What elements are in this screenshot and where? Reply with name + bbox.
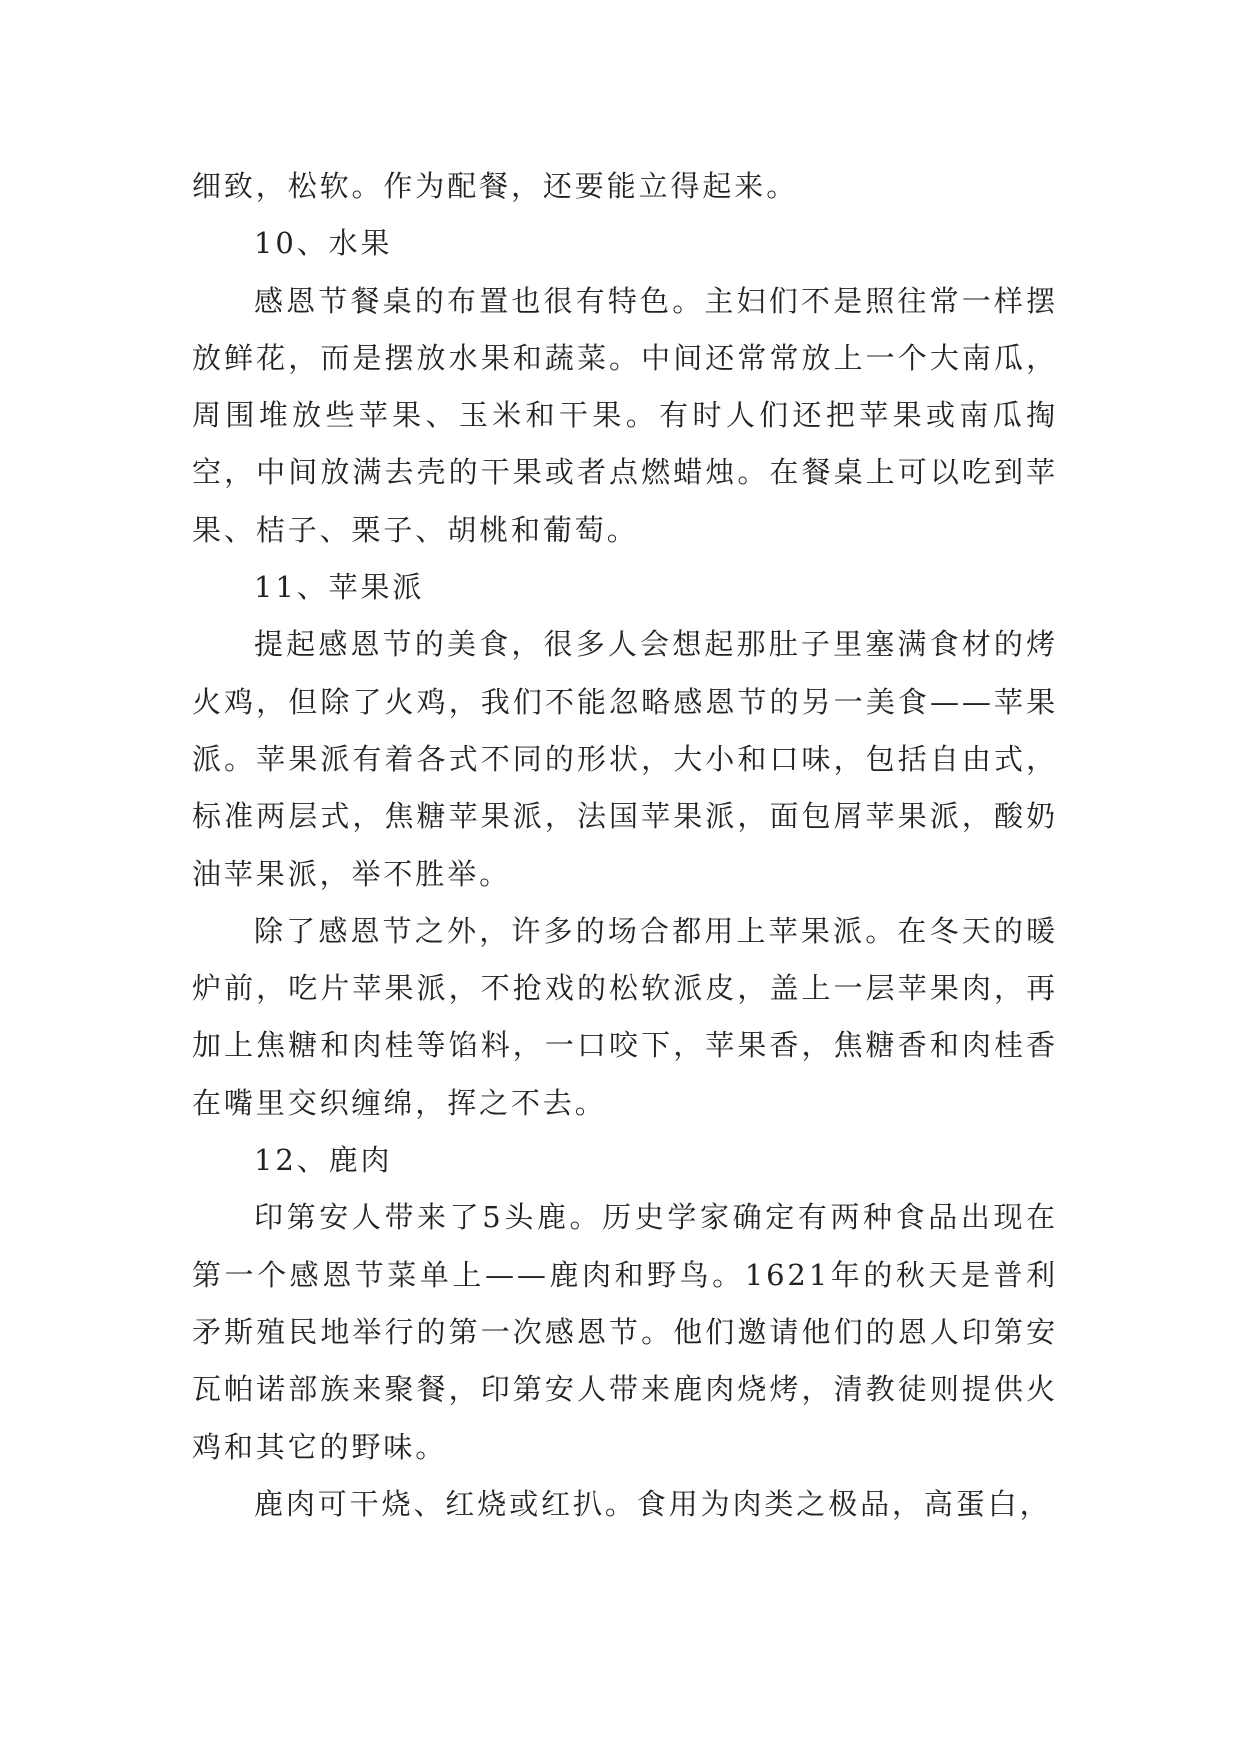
paragraph-venison-1: 印第安人带来了5头鹿。历史学家确定有两种食品出现在第一个感恩节菜单上——鹿肉和野鸟。1621年的秋天是普利矛斯殖民地举行的第一次感恩节。他们邀请他们的恩人印第安瓦帕诺部族来聚餐，印第安人带来鹿肉烧烤，清教徒则提供火鸡和其它的野味。 <box>192 1200 1058 1464</box>
paragraph-fruit: 感恩节餐桌的布置也很有特色。主妇们不是照往常一样摆放鲜花，而是摆放水果和蔬菜。中间还常常放上一个大南瓜，周围堆放些苹果、玉米和干果。有时人们还把苹果或南瓜掏空，中间放满去壳的干果或者点燃蜡烛。在餐桌上可以吃到苹果、桔子、栗子、胡桃和葡萄。 <box>192 283 1058 547</box>
paragraph-apple-pie-2: 除了感恩节之外，许多的场合都用上苹果派。在冬天的暖炉前，吃片苹果派，不抢戏的松软派皮，盖上一层苹果肉，再加上焦糖和肉桂等馅料，一口咬下，苹果香，焦糖香和肉桂香在嘴里交织缠绵，挥之不去。 <box>192 913 1058 1120</box>
paragraph-continuation: 细致，松软。作为配餐，还要能立得起来。 <box>192 169 799 203</box>
section-heading-apple-pie: 11、苹果派 <box>254 570 425 605</box>
section-heading-fruit: 10、水果 <box>254 226 393 261</box>
document-body <box>192 158 1058 1533</box>
section-heading-venison: 12、鹿肉 <box>254 1143 393 1178</box>
paragraph-apple-pie-1: 提起感恩节的美食，很多人会想起那肚子里塞满食材的烤火鸡，但除了火鸡，我们不能忽略感恩节的另一美食——苹果派。苹果派有着各式不同的形状，大小和口味，包括自由式，标准两层式，焦糖苹果派，法国苹果派，面包屑苹果派，酸奶油苹果派，举不胜举。 <box>192 627 1058 891</box>
paragraph-venison-2: 鹿肉可干烧、红烧或红扒。食用为肉类之极品，高蛋白， <box>254 1486 1052 1521</box>
